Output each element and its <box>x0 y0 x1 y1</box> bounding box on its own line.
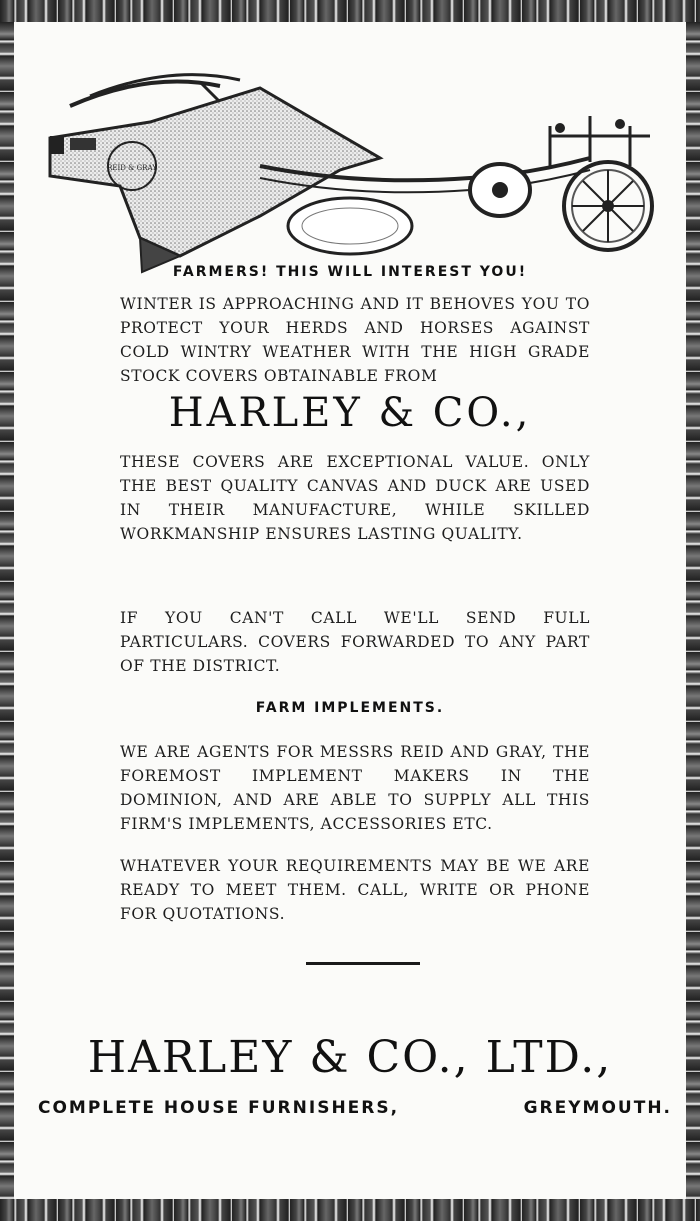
plough-illustration <box>30 66 680 276</box>
advertisement-panel <box>14 22 686 1199</box>
intro-paragraph: WINTER IS APPROACHING AND IT BEHOVES YOU TO PROTECT YOUR HERDS AND HORSES AGAINST COLD WINTRY WEATHER WITH THE HIGH GRADE STOCK COVERS OBTAINABLE FROM <box>120 295 590 385</box>
subheading-farm-implements: FARM IMPLEMENTS. <box>255 700 445 716</box>
footer-town: GREYMOUTH. <box>523 1098 672 1118</box>
headline: FARMERS! THIS WILL INTEREST YOU! <box>172 264 528 280</box>
company-full-name: HARLEY & CO., LTD., <box>87 1032 613 1083</box>
divider-rule <box>306 962 420 965</box>
footer-tagline: COMPLETE HOUSE FURNISHERS, <box>38 1098 400 1118</box>
covers-paragraph: THESE COVERS ARE EXCEPTIONAL VALUE. ONLY THE BEST QUALITY CANVAS AND DUCK ARE USED IN THEIR MANUFACTURE, WHILE SKILLED WORKMANSHIP ENSURES LASTING QUALITY. <box>120 453 590 543</box>
requirements-paragraph: WHATEVER YOUR REQUIREMENTS MAY BE WE ARE READY TO MEET THEM. CALL, WRITE OR PHONE FOR QUOTATIONS. <box>120 857 590 923</box>
call-paragraph: IF YOU CAN'T CALL WE'LL SEND FULL PARTICULARS. COVERS FORWARDED TO ANY PART OF THE DISTRICT. <box>120 609 590 675</box>
ornamental-border-right <box>686 22 700 1199</box>
ornamental-border-left <box>0 22 14 1199</box>
company-name: HARLEY & CO., <box>168 390 532 436</box>
ornamental-border-bottom <box>0 1199 700 1221</box>
ornamental-border-top <box>0 0 700 22</box>
stamp-text: REID & GRAY <box>107 164 157 172</box>
agents-paragraph: WE ARE AGENTS FOR MESSRS REID AND GRAY, THE FOREMOST IMPLEMENT MAKERS IN THE DOMINION, AND ARE ABLE TO SUPPLY ALL THIS FIRM'S IMPLEMENTS, ACCESSORIES ETC. <box>120 743 590 833</box>
